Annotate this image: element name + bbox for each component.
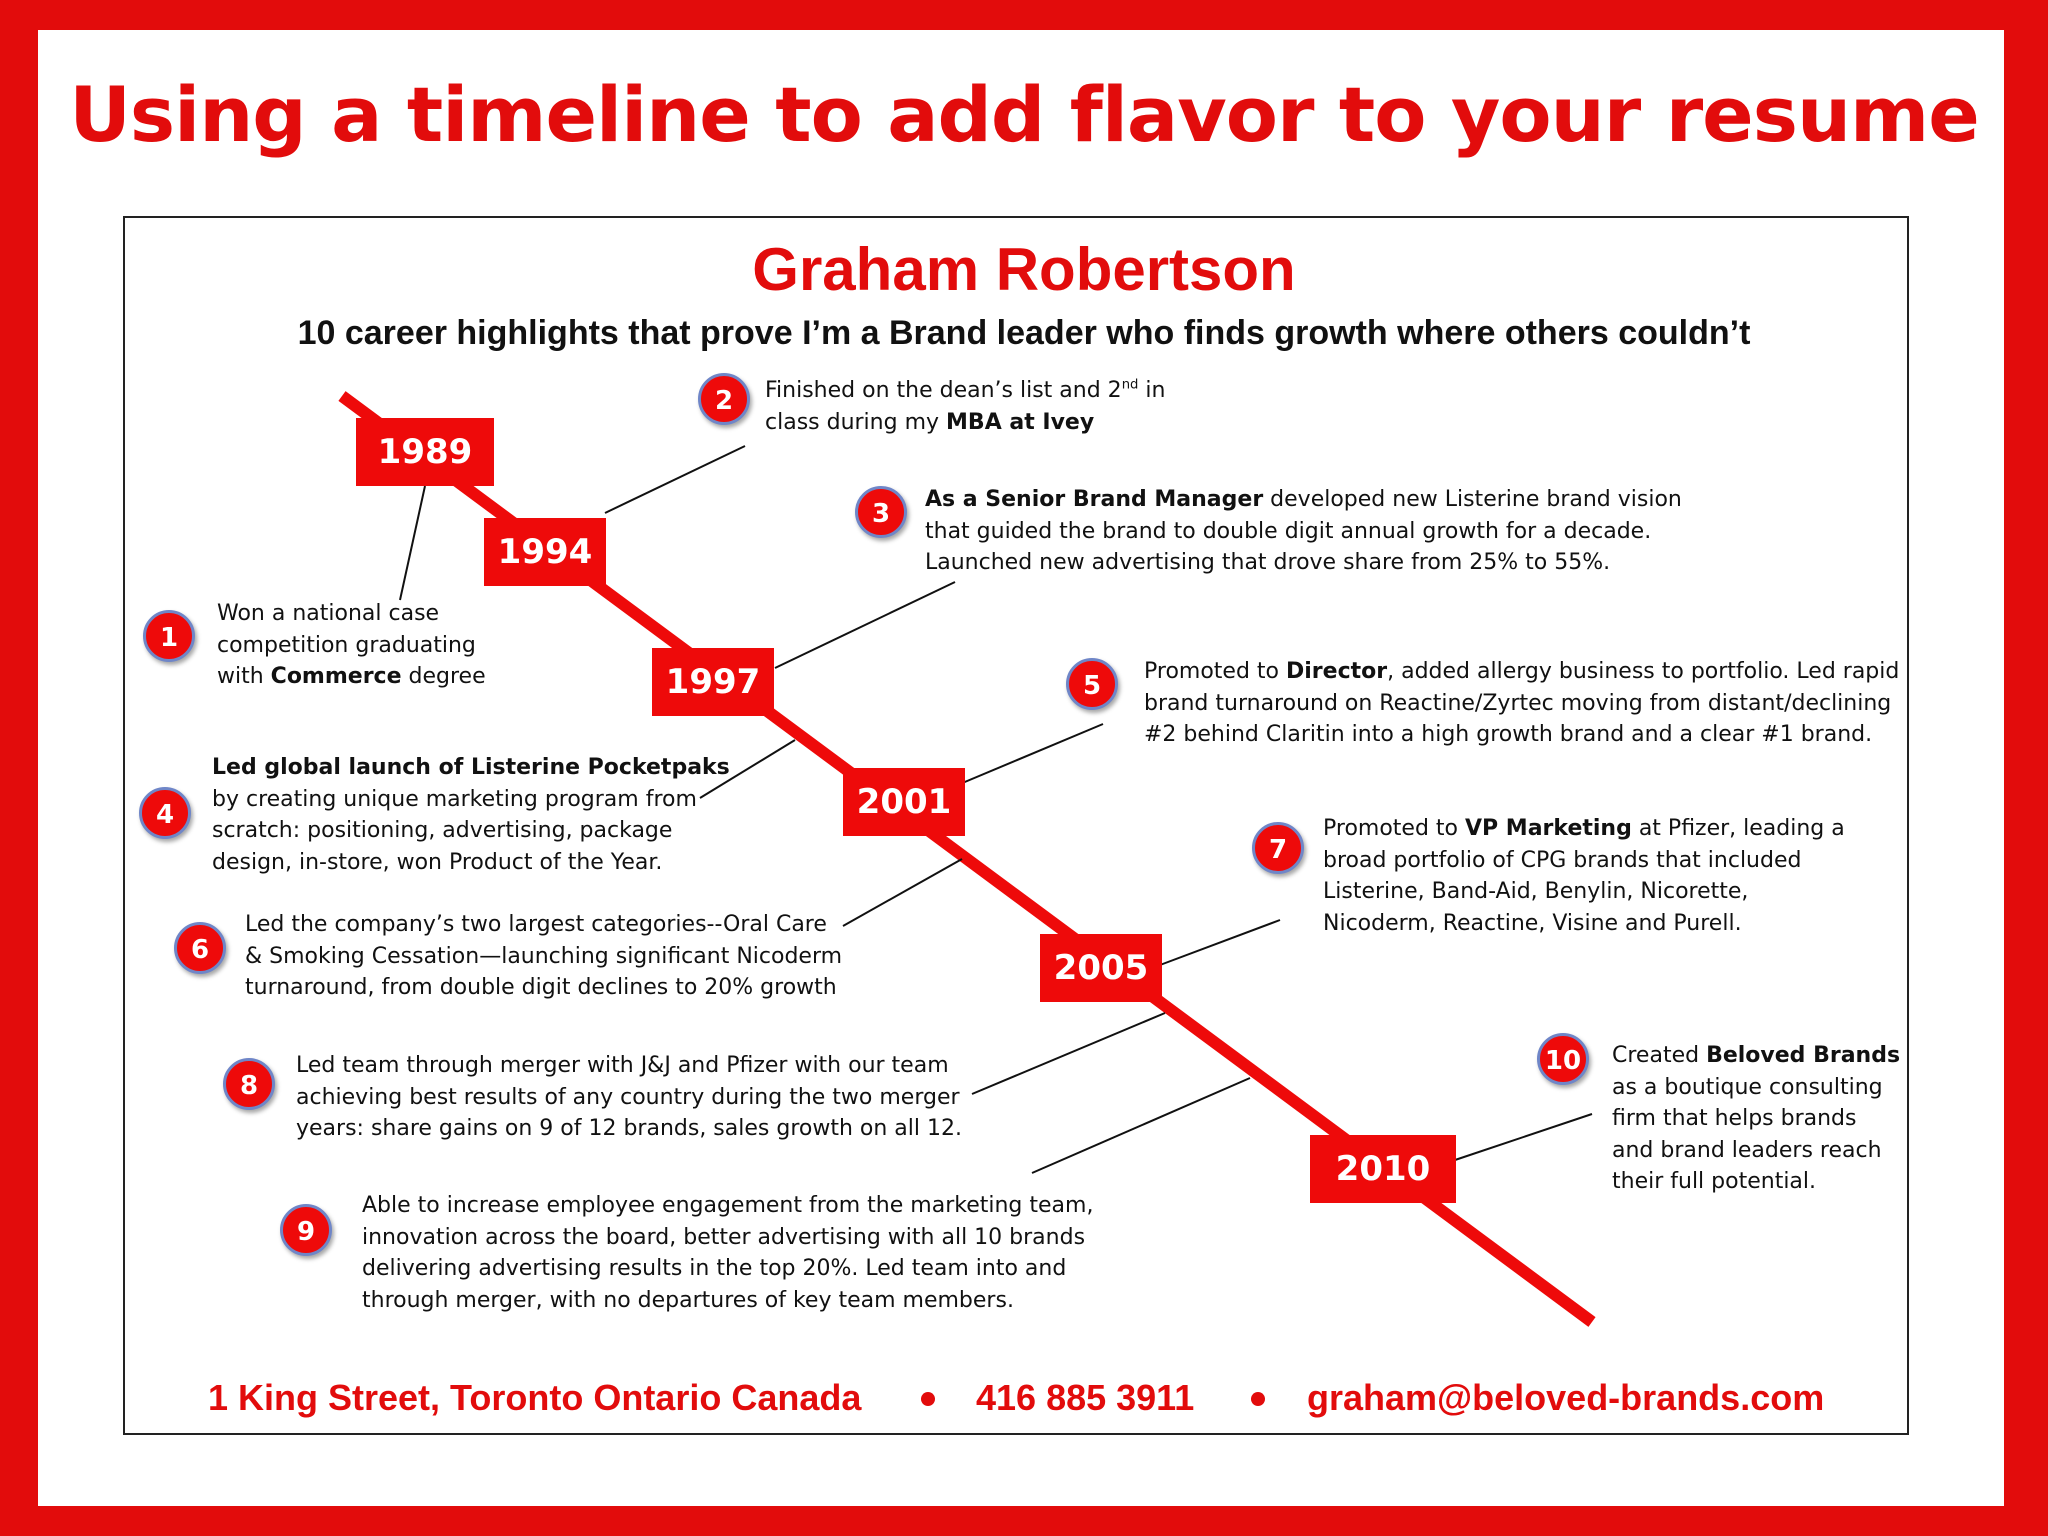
- highlight-badge-5: 5: [1066, 658, 1118, 710]
- highlight-line: #2 behind Claritin into a high growth brand and a clear #1 brand.: [1144, 722, 1873, 747]
- highlight-line: & Smoking Cessation—launching significant Nicoderm: [245, 943, 843, 969]
- year-box-2005: 2005: [1040, 934, 1162, 1002]
- highlight-line: design, in-store, won Product of the Year.: [212, 849, 663, 875]
- highlight-line: with Commerce degree: [217, 664, 486, 689]
- highlight-line: Finished on the dean’s list and 2nd in: [765, 377, 1166, 403]
- highlight-line: innovation across the board, better advertising with all 10 brands: [362, 1224, 1086, 1250]
- highlight-line: as a boutique consulting: [1612, 1074, 1883, 1100]
- resume-subtitle: 10 career highlights that prove I’m a Brand leader who finds growth where others couldn’t: [297, 314, 1751, 352]
- highlight-badge-7: 7: [1252, 822, 1304, 874]
- highlight-text-5: [1144, 656, 1899, 751]
- highlight-line: Created Beloved Brands: [1612, 1043, 1901, 1068]
- highlight-badge-4: 4: [139, 787, 191, 839]
- connector-9: [1032, 1078, 1250, 1173]
- highlight-line: through merger, with no departures of key team members.: [362, 1287, 1014, 1313]
- highlight-line: by creating unique marketing program from: [212, 786, 697, 812]
- highlight-text-8: [296, 1050, 962, 1145]
- highlight-line: Won a national case: [217, 601, 440, 626]
- highlight-line: years: share gains on 9 of 12 brands, sales growth on all 12.: [296, 1116, 962, 1141]
- footer-address: 1 King Street, Toronto Ontario Canada: [208, 1377, 862, 1418]
- highlight-line: Able to increase employee engagement from the marketing team,: [362, 1193, 1094, 1218]
- connector-10: [1455, 1114, 1592, 1160]
- footer-phone: 416 885 3911: [976, 1377, 1195, 1418]
- highlight-line: firm that helps brands: [1612, 1106, 1857, 1131]
- highlight-line: broad portfolio of CPG brands that included: [1323, 847, 1802, 873]
- highlight-line: delivering advertising results in the top 20%. Led team into and: [362, 1256, 1067, 1281]
- connector-6: [843, 859, 962, 926]
- highlight-text-6: [245, 909, 842, 1004]
- highlight-line: class during my MBA at Ivey: [765, 409, 1095, 435]
- highlight-badge-8: 8: [223, 1058, 275, 1110]
- connector-1: [400, 486, 425, 600]
- highlight-line: brand turnaround on Reactine/Zyrtec moving from distant/declining: [1144, 690, 1892, 716]
- highlight-line: Led team through merger with J&J and Pfizer with our team: [296, 1053, 949, 1078]
- highlight-line: Nicoderm, Reactine, Visine and Purell.: [1323, 910, 1742, 936]
- resume-name: Graham Robertson: [752, 236, 1296, 303]
- highlight-text-2: [765, 375, 1165, 438]
- highlight-text-10: [1612, 1040, 1900, 1198]
- highlight-text-3: [925, 484, 1682, 579]
- connector-3: [775, 582, 955, 668]
- connector-2: [605, 446, 745, 513]
- highlight-badge-1: 1: [143, 610, 195, 662]
- highlight-line: and brand leaders reach: [1612, 1137, 1882, 1163]
- highlight-badge-6: 6: [174, 922, 226, 974]
- highlight-text-9: [362, 1190, 1093, 1316]
- highlight-line: their full potential.: [1612, 1169, 1817, 1194]
- highlight-badge-9: 9: [280, 1204, 332, 1256]
- footer-email: graham@beloved-brands.com: [1307, 1377, 1825, 1418]
- highlight-line: turnaround, from double digit declines to 20% growth: [245, 975, 837, 1000]
- highlight-line: achieving best results of any country during the two merger: [296, 1084, 960, 1110]
- highlight-text-1: [217, 598, 486, 693]
- highlight-line: Led the company’s two largest categories--Oral Care: [245, 912, 827, 937]
- highlight-line: Promoted to VP Marketing at Pfizer, leading a: [1323, 816, 1845, 841]
- highlight-badge-10: 10: [1537, 1033, 1589, 1085]
- highlight-text-4: [212, 752, 730, 878]
- year-box-2010: 2010: [1310, 1135, 1456, 1203]
- highlight-line: competition graduating: [217, 632, 476, 658]
- connector-7: [1160, 920, 1280, 965]
- page-title: Using a timeline to add flavor to your resume: [69, 70, 1979, 159]
- year-box-1994: 1994: [484, 518, 606, 586]
- connector-5: [960, 724, 1103, 784]
- highlight-badge-3: 3: [855, 486, 907, 538]
- year-box-2001: 2001: [843, 768, 965, 836]
- connector-8: [972, 1013, 1165, 1094]
- highlight-line: Led global launch of Listerine Pocketpaks: [212, 755, 730, 780]
- year-box-1989: 1989: [356, 418, 494, 486]
- year-box-1997: 1997: [652, 648, 774, 716]
- highlight-line: Listerine, Band-Aid, Benylin, Nicorette,: [1323, 879, 1749, 904]
- highlight-line: scratch: positioning, advertising, package: [212, 818, 673, 843]
- highlight-line: Promoted to Director, added allergy business to portfolio. Led rapid: [1144, 659, 1900, 684]
- highlight-text-7: [1323, 813, 1845, 939]
- footer-separator-dot: [1251, 1392, 1265, 1406]
- highlight-badge-2: 2: [698, 373, 750, 425]
- highlight-line: Launched new advertising that drove share from 25% to 55%.: [925, 550, 1611, 575]
- footer-separator-dot: [921, 1392, 935, 1406]
- highlight-line: that guided the brand to double digit annual growth for a decade.: [925, 518, 1652, 544]
- highlight-line: As a Senior Brand Manager developed new Listerine brand vision: [925, 487, 1682, 512]
